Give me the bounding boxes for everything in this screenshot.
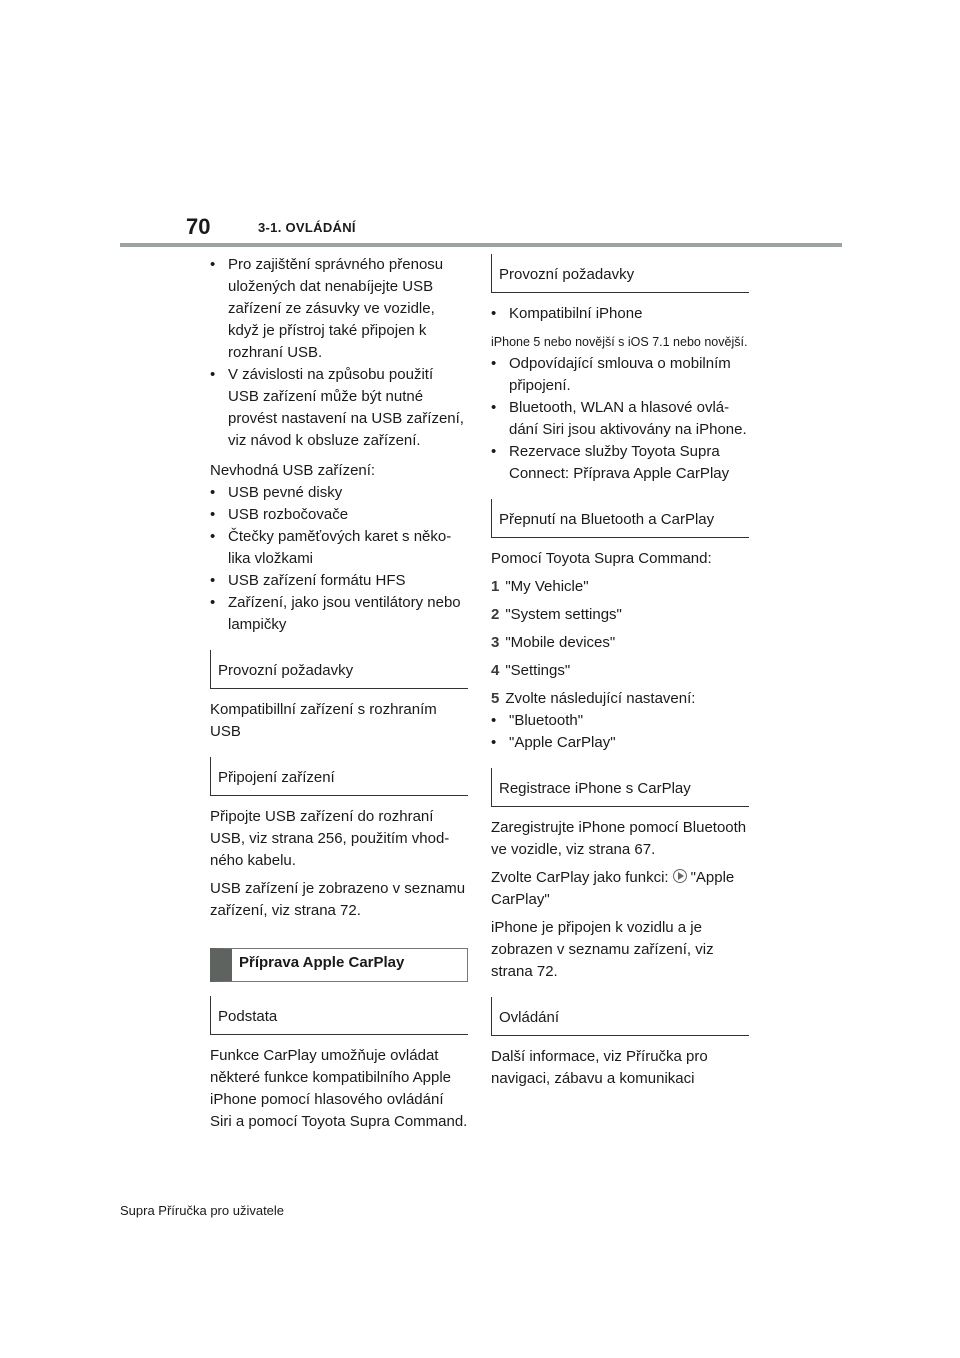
step-number: 5 [491, 690, 500, 707]
register-text-b: "Apple CarPlay" [491, 869, 735, 908]
subheading-connect: Připojení zařízení [210, 757, 468, 796]
switch-intro: Pomocí Toyota Supra Command: [491, 550, 712, 567]
requirements-text: Kompatibillní zařízení s rozhraním USB [210, 701, 437, 740]
step-item [491, 632, 749, 654]
unsuitable-label: Nevhodná USB zařízení: [210, 462, 376, 479]
list-item: • "Apple CarPlay" [491, 732, 749, 754]
list-item: • USB zařízení formátu HFS [210, 570, 468, 592]
list-item: • Zařízení, jako jsou ventilátory nebo lampičky [210, 592, 468, 636]
basis-text: Funkce CarPlay umožňuje ovládat některé funkce kompatibilního Apple iPhone pomocí hlasového ovládání Siri a pomocí Toyota Supra Command. [210, 1047, 468, 1130]
register-text [491, 867, 749, 911]
list-item: • Čtečky paměťových karet s několika vložkami [210, 526, 468, 570]
list-item: • Kompatibilní iPhone [491, 303, 749, 325]
chapter-title: 3-1. OVLÁDÁNÍ [258, 220, 356, 235]
register-text: Zaregistrujte iPhone pomocí Bluetooth ve vozidle, viz strana 67. [491, 819, 747, 858]
step-number: 1 [491, 578, 500, 595]
step-item [491, 576, 749, 598]
footer-text: Supra Příručka pro uživatele [120, 1203, 285, 1218]
step-text: "Mobile devices" [505, 634, 616, 651]
step-number: 2 [491, 606, 500, 623]
step-item [491, 660, 749, 682]
play-arrow-icon [673, 869, 687, 883]
step-text: Zvolte následující nastavení: [505, 690, 696, 707]
subheading-requirements: Provozní požadavky [210, 650, 468, 689]
subheading-basis: Podstata [210, 996, 468, 1035]
header-divider [120, 243, 842, 247]
page-number: 70 [186, 214, 211, 239]
list-item: • "Bluetooth" [491, 710, 749, 732]
section-title: Příprava Apple CarPlay [210, 948, 468, 982]
list-item: • V závislosti na způsobu použití USB zařízení může být nutné provést nastavení na USB zařízení, viz návod k obsluze zařízení. [210, 364, 468, 452]
step-text: "Settings" [505, 662, 571, 679]
left-column [210, 254, 468, 1133]
list-item: • Rezervace služby Toyota Supra Connect: Příprava Apple CarPlay [491, 441, 749, 485]
step-item [491, 688, 749, 710]
list-item: • Pro zajištění správného přenosu uložených dat nenabíjejte USB zařízení ze zásuvky ve vozidle, když je přístroj také připojen k rozhraní USB. [210, 254, 468, 364]
subheading-switch: Přepnutí na Bluetooth a CarPlay [491, 499, 749, 538]
step-text: "System settings" [505, 606, 622, 623]
list-item: • Bluetooth, WLAN a hlasové ovládání Siri jsou aktivovány na iPhone. [491, 397, 749, 441]
subheading-requirements: Provozní požadavky [491, 254, 749, 293]
right-column [491, 254, 749, 1090]
list-item: • Odpovídající smlouva o mobilním připojení. [491, 353, 749, 397]
subheading-control: Ovládání [491, 997, 749, 1036]
step-item [491, 604, 749, 626]
step-text: "My Vehicle" [505, 578, 589, 595]
list-item: • USB rozbočovače [210, 504, 468, 526]
step-number: 4 [491, 662, 500, 679]
note-text: iPhone 5 nebo novější s iOS 7.1 nebo novější. [491, 335, 748, 349]
step-number: 3 [491, 634, 500, 651]
register-text: iPhone je připojen k vozidlu a je zobrazen v seznamu zařízení, viz strana 72. [491, 919, 714, 980]
subheading-register: Registrace iPhone s CarPlay [491, 768, 749, 807]
connect-text: Připojte USB zařízení do rozhraní USB, viz strana 256, použitím vhodného kabelu. [210, 808, 450, 869]
control-text: Další informace, viz Příručka pro navigaci, zábavu a komunikaci [491, 1048, 708, 1087]
register-text-a: Zvolte CarPlay jako funkci: [491, 869, 669, 886]
connect-text: USB zařízení je zobrazeno v seznamu zařízení, viz strana 72. [210, 880, 466, 919]
list-item: • USB pevné disky [210, 482, 468, 504]
